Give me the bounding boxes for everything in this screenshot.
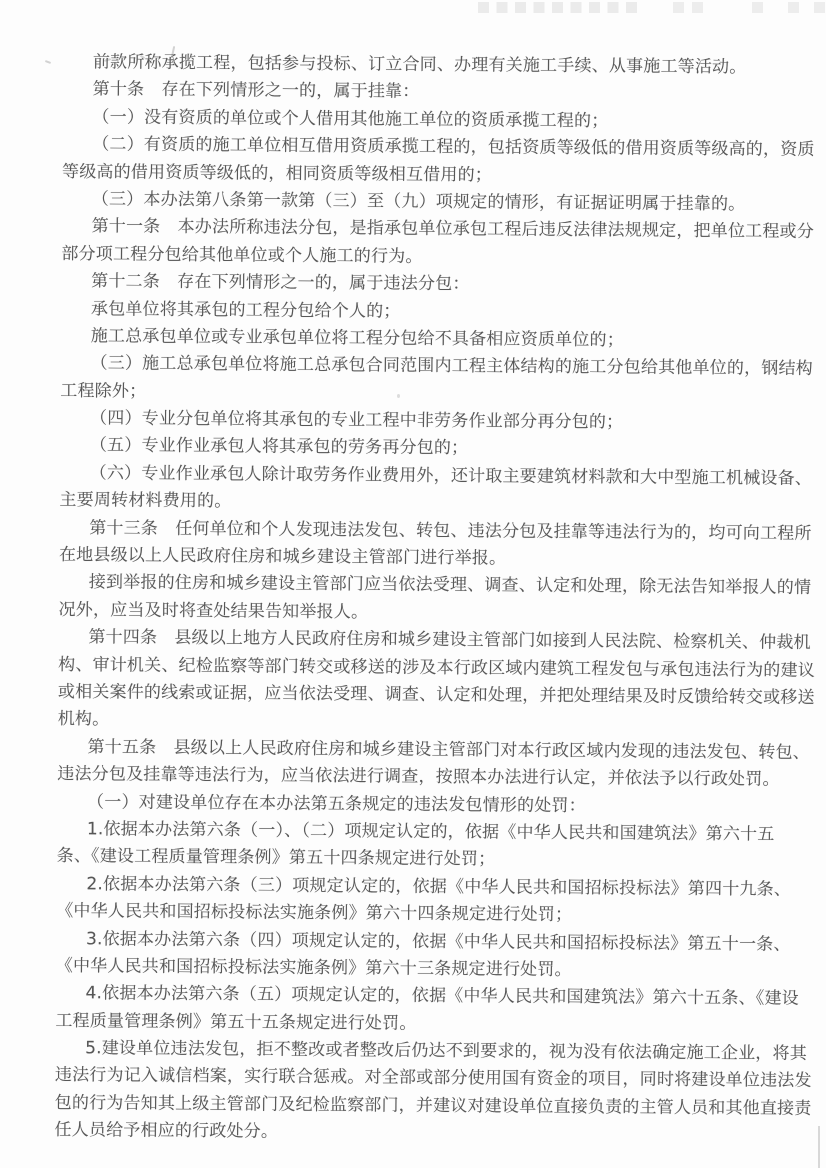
text-line: （三）施工总承包单位将施工总承包合同范围内工程主体结构的施工分包给其他单位的，钢结构 <box>90 353 813 380</box>
text-line: 接到举报的住房和城乡建设主管部门应当依法受理、调查、认定和处理，除无法告知举报人的情 <box>88 572 812 599</box>
text-line: 4.依据本办法第六条（五）项规定认定的，依据《中华人民共和国建筑法》第六十五条、《建设 <box>85 983 799 1010</box>
text-line: 包的行为告知其上级主管部门及纪检监察部门，并建议对建设单位直接负责的主管人员和其他直接责 <box>54 1092 812 1119</box>
text-line: 前款所称承揽工程，包括参与投标、订立合同、办理有关施工手续、从事施工等活动。 <box>92 52 747 78</box>
text-line: 在地县级以上人民政府住房和城乡建设主管部门进行举报。 <box>58 545 507 569</box>
text-line: 任人员给予相应的行政处分。 <box>54 1120 279 1142</box>
text-line: 3.依据本办法第六条（四）项规定认定的，依据《中华人民共和国招标投标法》第五十一条、 <box>85 928 791 955</box>
text-line: 工程质量管理条例》第五十五条规定进行处罚。 <box>55 1010 417 1034</box>
pencil-scuff <box>45 60 51 64</box>
text-line: 等级高的借用资质等级低的，相同资质等级相互借用的； <box>61 161 493 185</box>
scan-edge-marks <box>478 2 640 13</box>
scan-edge-mark <box>673 2 684 13</box>
text-line: 况外，应当及时将查处结果告知举报人。 <box>58 599 369 623</box>
text-line: 第十五条 县级以上人民政府住房和城乡建设主管部门对本行政区域内发现的违法发包、转包、 <box>87 736 810 763</box>
text-line: 施工总承包单位或专业承包单位将工程分包给不具备相应资质单位的； <box>90 326 625 351</box>
text-line: 承包单位将其承包的工程分包给个人的； <box>90 298 401 322</box>
text-line: 主要周转材料费用的。 <box>59 490 232 512</box>
text-line: （三）本办法第八条第一款第（三）至（九）项规定的情形，有证据证明属于挂靠的。 <box>91 189 746 215</box>
text-line: （四）专业分包单位将其承包的专业工程中非劳务作业部分再分包的； <box>90 408 624 433</box>
text-line: 第十三条 任何单位和个人发现违法发包、转包、违法分包及挂靠等违法行为的，均可向工程所 <box>89 517 812 544</box>
text-line: （一）对建设单位存在本办法第五条规定的违法发包情形的处罚： <box>87 791 586 816</box>
text-line: （五）专业作业承包人将其承包的劳务再分包的； <box>89 435 469 459</box>
text-line: 违法分包及挂靠等违法行为，应当依法进行调查，按照本办法进行认定，并依法予以行政处罚。 <box>57 764 780 790</box>
text-line: 5.建设单位违法发包，拒不整改或者整改后仍达不到要求的，视为没有依法确定施工企业，将其 <box>85 1038 808 1064</box>
text-line: 或相关案件的线索或证据，应当依法受理、调查、认定和处理，并把处理结果及时反馈给转交或移送 <box>57 681 815 708</box>
text-line: 第十一条 本办法所称违法分包，是指承包单位承包工程后违反法律法规规定，把单位工程或分 <box>91 216 815 243</box>
text-line: 第十四条 县级以上地方人民政府住房和城乡建设主管部门如接到人民法院、检察机关、仲裁机 <box>88 627 811 654</box>
text-line: 《中华人民共和国招标投标法实施条例》第六十三条规定进行处罚。 <box>55 955 572 980</box>
text-line: 条、《建设工程质量管理条例》第五十四条规定进行处罚； <box>56 846 496 870</box>
scan-edge-mark <box>788 2 799 13</box>
text-line: 第十二条 存在下列情形之一的，属于违法分包： <box>91 271 470 295</box>
text-line: 机构。 <box>57 709 110 730</box>
document-lines <box>54 49 816 1150</box>
scan-edge-mark <box>814 2 825 13</box>
text-line: 构、审计机关、纪检监察等部门转交或移送的涉及本行政区域内建筑工程发包与承包违法行为的建议 <box>58 654 816 681</box>
text-line: 违法行为记入诚信档案，实行联合惩戒。对全部或部分使用国有资金的项目，同时将建设单位违法发 <box>54 1065 812 1092</box>
text-line: 2.依据本办法第六条（三）项规定认定的，依据《中华人民共和国招标投标法》第四十九条、 <box>86 873 792 900</box>
text-line: （二）有资质的施工单位相互借用资质承揽工程的，包括资质等级低的借用资质等级高的，资质 <box>92 134 815 161</box>
text-line: 部分项工程分包给其他单位或个人施工的行为。 <box>61 243 423 267</box>
scan-edge-mark <box>752 2 763 13</box>
text-line: 工程除外； <box>60 380 147 402</box>
text-line: （一）没有资质的单位或个人借用其他施工单位的资质承揽工程的； <box>92 107 609 132</box>
text-line: 第十条 存在下列情形之一的，属于挂靠： <box>92 79 420 103</box>
scan-edge-mark <box>692 2 703 13</box>
scan-edge-shadow <box>818 1126 820 1168</box>
text-line: 1.依据本办法第六条（一）、（二）项规定认定的，依据《中华人民共和国建筑法》第六十五 <box>86 819 775 845</box>
text-line: （六）专业作业承包人除计取劳务作业费用外，还计取主要建筑材料款和大中型施工机械设备、 <box>89 463 813 489</box>
text-line: 《中华人民共和国招标投标法实施条例》第六十四条规定进行处罚； <box>56 901 573 926</box>
